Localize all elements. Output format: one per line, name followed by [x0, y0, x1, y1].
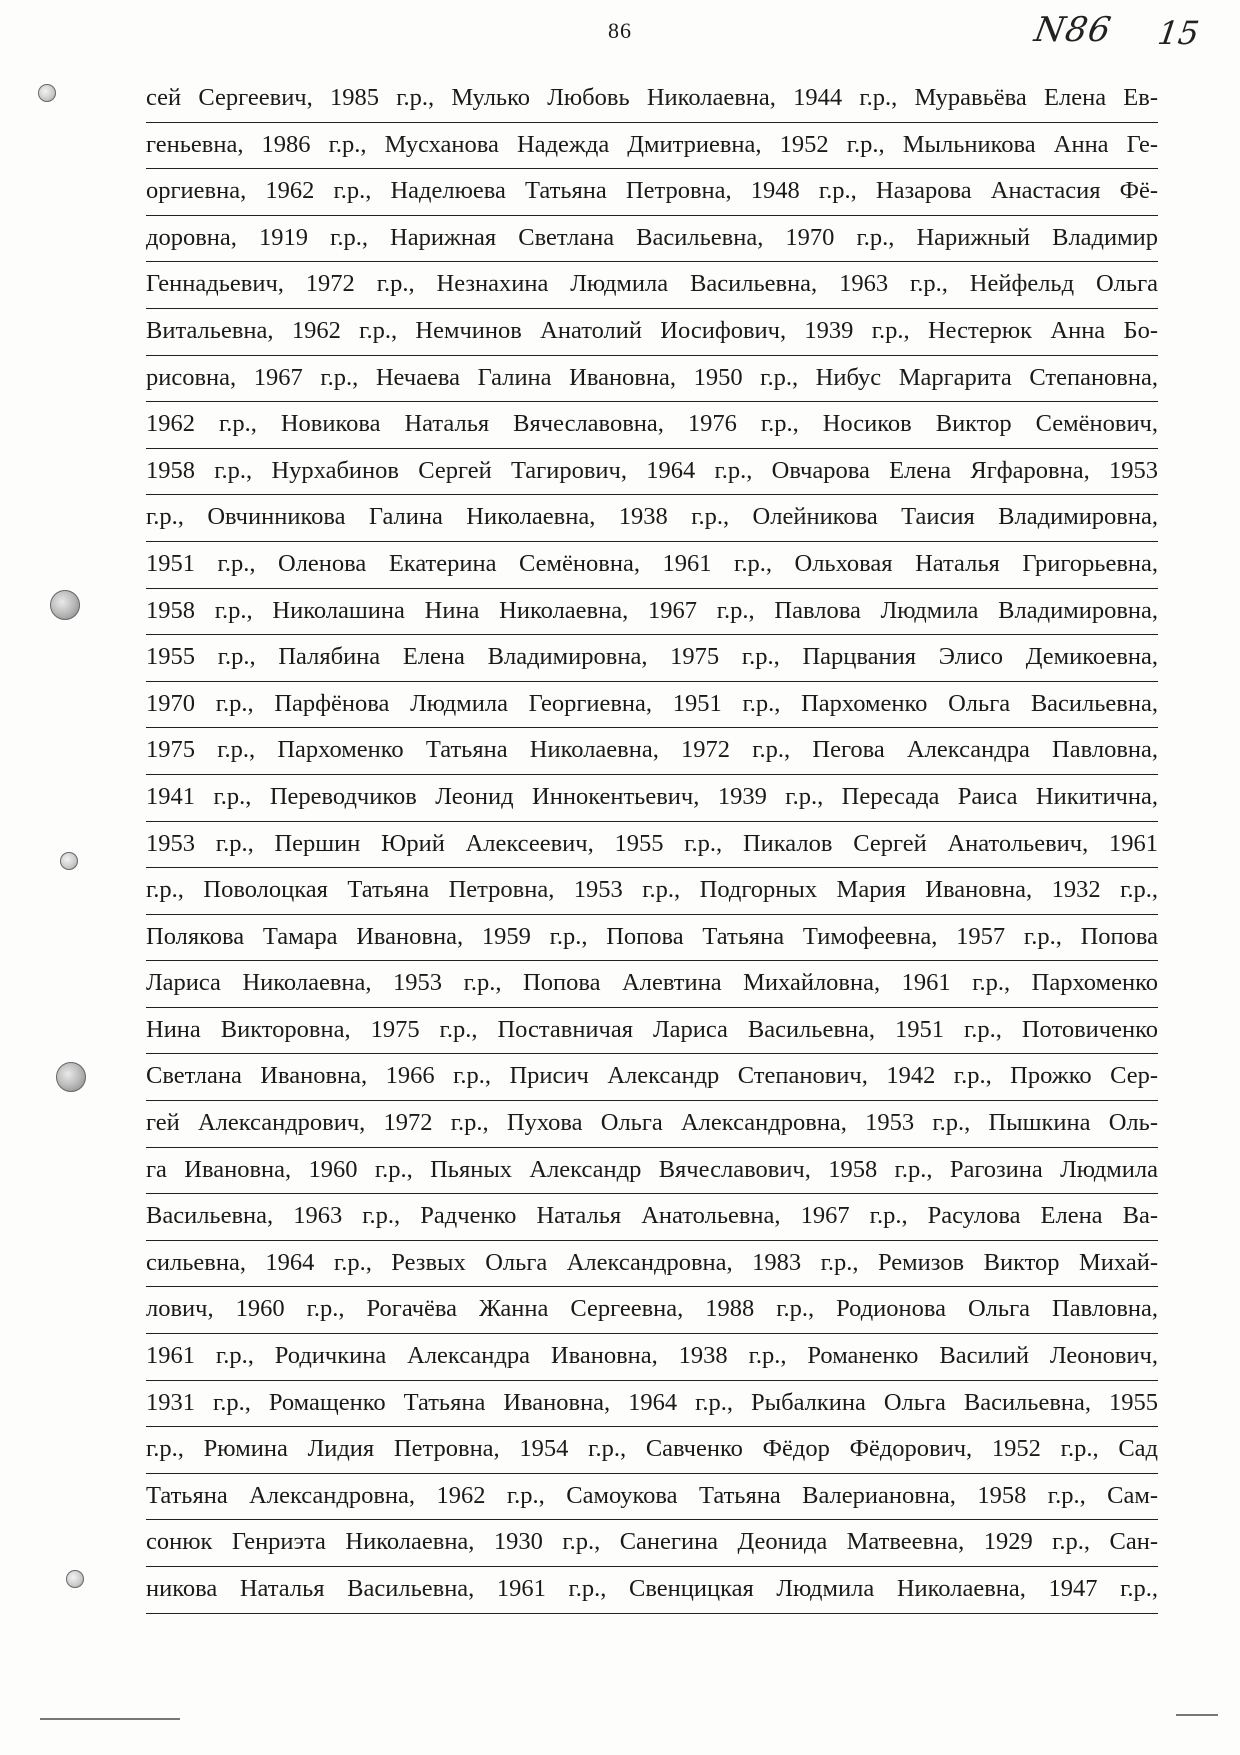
text-line: Васильевна, 1963 г.р., Радченко Наталья Анатольевна, 1967 г.р., Расулова Елена Ва-: [146, 1194, 1158, 1241]
text-line: 1958 г.р., Николашина Нина Николаевна, 1967 г.р., Павлова Людмила Владимировна,: [146, 589, 1158, 636]
binding-hole-icon: [60, 852, 78, 870]
text-line: гей Александрович, 1972 г.р., Пухова Ольга Александровна, 1953 г.р., Пышкина Оль-: [146, 1101, 1158, 1148]
scan-artifact-line: [1176, 1714, 1218, 1716]
text-line: г.р., Поволоцкая Татьяна Петровна, 1953 г.р., Подгорных Мария Ивановна, 1932 г.р.,: [146, 868, 1158, 915]
text-line: оргиевна, 1962 г.р., Наделюева Татьяна Петровна, 1948 г.р., Назарова Анастасия Фё-: [146, 169, 1158, 216]
binding-hole-icon: [56, 1062, 86, 1092]
text-line: 1953 г.р., Першин Юрий Алексеевич, 1955 г.р., Пикалов Сергей Анатольевич, 1961: [146, 822, 1158, 869]
text-line: га Ивановна, 1960 г.р., Пьяных Александр Вячеславович, 1958 г.р., Рагозина Людмила: [146, 1148, 1158, 1195]
text-line: Витальевна, 1962 г.р., Немчинов Анатолий Иосифович, 1939 г.р., Нестерюк Анна Бо-: [146, 309, 1158, 356]
text-line: сонюк Генриэта Николаевна, 1930 г.р., Санегина Деонида Матвеевна, 1929 г.р., Сан-: [146, 1520, 1158, 1567]
text-line: Татьяна Александровна, 1962 г.р., Самоукова Татьяна Валериановна, 1958 г.р., Сам-: [146, 1474, 1158, 1521]
binding-hole-icon: [38, 84, 56, 102]
text-line: г.р., Овчинникова Галина Николаевна, 1938 г.р., Олейникова Таисия Владимировна,: [146, 495, 1158, 542]
text-line: лович, 1960 г.р., Рогачёва Жанна Сергеевна, 1988 г.р., Родионова Ольга Павловна,: [146, 1287, 1158, 1334]
text-line: Геннадьевич, 1972 г.р., Незнахина Людмила Васильевна, 1963 г.р., Нейфельд Ольга: [146, 262, 1158, 309]
text-line: 1961 г.р., Родичкина Александра Ивановна, 1938 г.р., Романенко Василий Леонович,: [146, 1334, 1158, 1381]
text-line: 1970 г.р., Парфёнова Людмила Георгиевна, 1951 г.р., Пархоменко Ольга Васильевна,: [146, 682, 1158, 729]
document-body-text: [146, 76, 1158, 1614]
handwritten-page-annotation: N86: [1031, 10, 1115, 50]
text-line: Нина Викторовна, 1975 г.р., Поставничая Лариса Васильевна, 1951 г.р., Потовиченко: [146, 1008, 1158, 1055]
text-line: 1951 г.р., Оленова Екатерина Семёновна, 1961 г.р., Ольховая Наталья Григорьевна,: [146, 542, 1158, 589]
text-line: рисовна, 1967 г.р., Нечаева Галина Ивановна, 1950 г.р., Нибус Маргарита Степановна,: [146, 356, 1158, 403]
text-line: 1958 г.р., Нурхабинов Сергей Тагирович, 1964 г.р., Овчарова Елена Ягфаровна, 1953: [146, 449, 1158, 496]
text-line: доровна, 1919 г.р., Нарижная Светлана Васильевна, 1970 г.р., Нарижный Владимир: [146, 216, 1158, 263]
text-line: 1941 г.р., Переводчиков Леонид Иннокентьевич, 1939 г.р., Пересада Раиса Никитична,: [146, 775, 1158, 822]
text-line: 1931 г.р., Ромащенко Татьяна Ивановна, 1964 г.р., Рыбалкина Ольга Васильевна, 1955: [146, 1381, 1158, 1428]
text-line: Полякова Тамара Ивановна, 1959 г.р., Попова Татьяна Тимофеевна, 1957 г.р., Попова: [146, 915, 1158, 962]
handwritten-sheet-number: 15: [1155, 14, 1202, 52]
text-line: Светлана Ивановна, 1966 г.р., Присич Александр Степанович, 1942 г.р., Прожко Сер-: [146, 1054, 1158, 1101]
text-line: Лариса Николаевна, 1953 г.р., Попова Алевтина Михайловна, 1961 г.р., Пархоменко: [146, 961, 1158, 1008]
page-number: 86: [608, 18, 632, 43]
binding-hole-icon: [66, 1570, 84, 1588]
text-line: сей Сергеевич, 1985 г.р., Мулько Любовь Николаевна, 1944 г.р., Муравьёва Елена Ев-: [146, 76, 1158, 123]
binding-hole-icon: [50, 590, 80, 620]
text-line: 1962 г.р., Новикова Наталья Вячеславовна, 1976 г.р., Носиков Виктор Семёнович,: [146, 402, 1158, 449]
text-line: сильевна, 1964 г.р., Резвых Ольга Александровна, 1983 г.р., Ремизов Виктор Михай-: [146, 1241, 1158, 1288]
text-line: геньевна, 1986 г.р., Мусханова Надежда Дмитриевна, 1952 г.р., Мыльникова Анна Ге-: [146, 123, 1158, 170]
text-line: г.р., Рюмина Лидия Петровна, 1954 г.р., Савченко Фёдор Фёдорович, 1952 г.р., Сад: [146, 1427, 1158, 1474]
text-line: 1955 г.р., Палябина Елена Владимировна, 1975 г.р., Парцвания Элисо Демикоевна,: [146, 635, 1158, 682]
text-line: никова Наталья Васильевна, 1961 г.р., Свенцицкая Людмила Николаевна, 1947 г.р.,: [146, 1567, 1158, 1614]
text-line: 1975 г.р., Пархоменко Татьяна Николаевна, 1972 г.р., Пегова Александра Павловна,: [146, 728, 1158, 775]
scan-artifact-line: [40, 1718, 180, 1720]
